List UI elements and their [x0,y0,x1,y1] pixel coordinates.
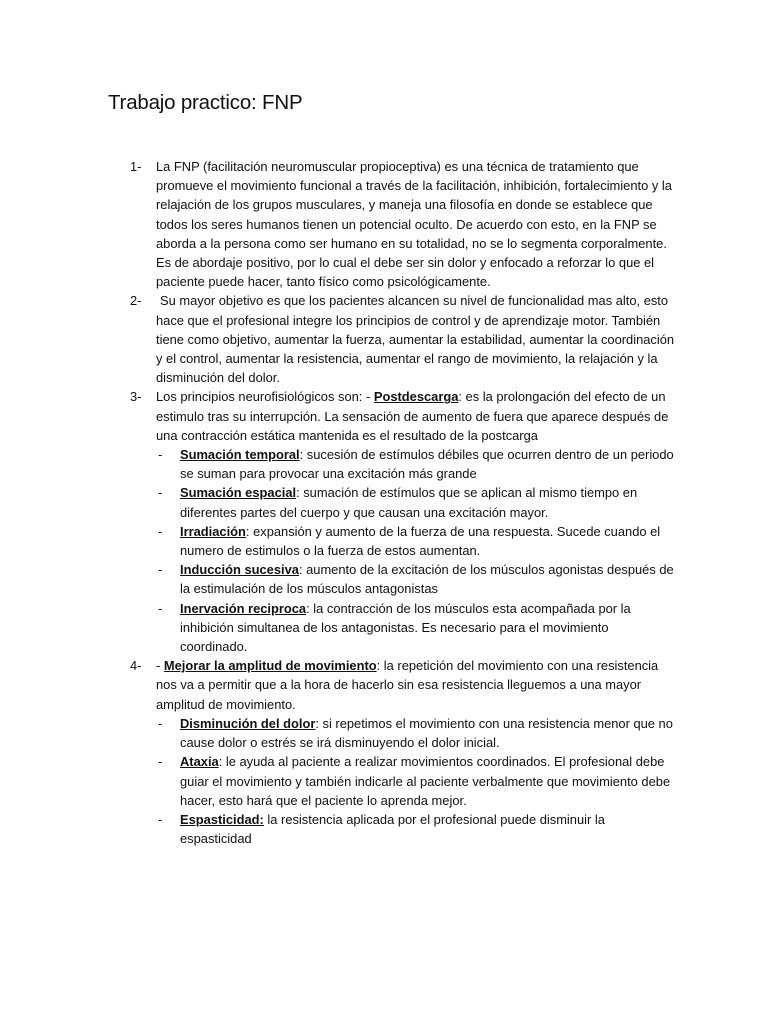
dash-marker: - [158,447,163,463]
item-number: 2- [130,293,142,309]
item-text: : es la prolongación del efecto de un estimulo tras su interrupción. La sensación de aumento de fuera que aparece después de una contracción estática mantenida es el resultado de la postcarga [156,389,669,443]
sub-item-text: : la contracción de los músculos esta acompañada por la inhibición simultanea de los antagonistas. Es necesario para el movimiento coordinado. [180,600,631,655]
sub-item-term: Ataxia [180,754,219,770]
dash-marker: - [158,523,163,539]
sub-list [156,714,676,848]
list-item [108,656,676,848]
item-term: Mejorar la amplitud de movimiento [163,658,377,674]
sub-item-text: : sumación de estímulos que se aplican al mismo tiempo en diferentes partes del cuerpo y que causan una excitación mayor. [180,485,638,520]
dash-marker: - [158,715,163,731]
item-text: Su mayor objetivo es que los pacientes alcancen su nivel de funcionalidad mas alto, esto hace que el profesional integre los principios de control y de aprendizaje motor. También tiene como objetivo, aumentar la fuerza, aumentar la estabilidad, aumentar la coordinación y el control, aumentar la resistencia, aumentar el rango de movimiento, la relajación y la disminución del dolor. [156,293,675,386]
sub-item-text: la resistencia aplicada por el profesional puede disminuir la espasticidad [180,811,605,847]
sub-list [156,445,676,656]
sub-item-term: Espasticidad: [180,811,264,827]
sub-item-term: Sumación temporal [180,447,300,463]
sub-list-item [156,752,676,810]
dash-marker: - [158,562,163,578]
sub-list-item [156,560,676,598]
item-text: La FNP (facilitación neuromuscular propioceptiva) es una técnica de tratamiento que promueve el movimiento funcional a través de la facilitación, inhibición, fortalecimiento y la relajación de los grupos musculares, y maneja una filosofía en donde se establece que todos los seres humanos tienen un potencial oculto. De acuerdo con esto, en la FNP se aborda a la persona como ser humano en su totalidad, no se lo segmenta corporalmente. Es de abordaje positivo, por lo cual el debe ser sin dolor y enfocado a reforzar lo que el paciente puede hacer, tanto físico como psicológicamente. [156,159,672,290]
sub-list-item [156,445,676,483]
sub-list-item [156,599,676,657]
list-item [108,387,676,656]
numbered-list [108,157,728,848]
sub-item-text: : sucesión de estímulos débiles que ocurren dentro de un periodo se suman para provocar una excitación más grande [180,447,674,482]
sub-list-item [156,522,676,560]
item-number: 1- [130,159,142,174]
sub-item-term: Disminución del dolor [180,715,316,731]
sub-list-item [156,810,676,848]
sub-item-text: : expansión y aumento de la fuerza de una respuesta. Sucede cuando el numero de estimulos o la fuerza de estos aumentan. [180,523,661,559]
item-number: 4- [130,658,142,674]
list-item [108,157,676,291]
item-term: Postdescarga [373,389,459,405]
sub-list-item [156,714,676,752]
dash-marker: - [158,600,163,616]
dash-marker: - [158,754,163,770]
dash-marker: - [158,811,163,827]
sub-item-text: : si repetimos el movimiento con una resistencia menor que no cause dolor o estrés se irá disminuyendo el dolor inicial. [180,715,673,751]
item-number: 3- [130,389,142,405]
sub-list-item [156,483,676,521]
dash-marker: - [158,485,163,501]
sub-item-term: Sumación espacial [180,485,297,501]
item-text: : la repetición del movimiento con una resistencia nos va a permitir que a la hora de hacerlo sin esa resistencia lleguemos a una mayor amplitud de movimiento. [156,658,659,712]
item-intro: Los principios neurofisiológicos son: - [156,389,371,405]
sub-item-text: : le ayuda al paciente a realizar movimientos coordinados. El profesional debe guiar el movimiento y también indicarle al paciente verbalmente que movimiento debe hacer, esto hará que el paciente lo aprenda mejor. [180,754,671,808]
sub-item-term: Irradiación [180,523,246,539]
document-title: Trabajo practico: FNP [108,91,303,114]
list-item [108,291,676,387]
sub-item-term: Inducción sucesiva [180,562,299,578]
sub-item-term: Inervación reciproca [180,600,307,616]
sub-item-text: : aumento de la excitación de los músculos agonistas después de la estimulación de los músculos antagonistas [180,562,674,597]
item-intro: - [156,658,161,674]
